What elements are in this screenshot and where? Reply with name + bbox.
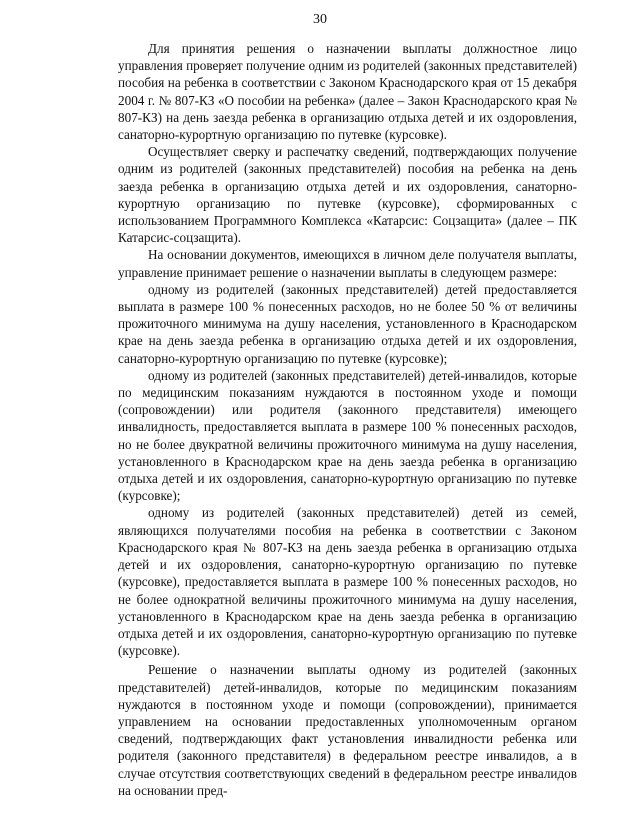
document-body xyxy=(118,40,577,799)
page-number: 30 xyxy=(313,12,327,27)
paragraph-decision-disabled: Решение о назначении выплаты одному из родителей (законных представителей) детей-инвалидов, которые по медицинским показаниям нуждаются в постоянном уходе и помощи (сопровождении), принимается управлением на основании предоставленных уполномоченным органом сведений, подтверждающих факт установления инвалидности ребенка или родителя (законного представителя) в федеральном реестре инвалидов, а в случае отсутствия соответствующих сведений в федеральном реестре инвалидов на основании пред- xyxy=(118,662,577,798)
paragraph-payment-general: одному из родителей (законных представителей) детей предоставляется выплата в размере 100 % понесенных расходов, но не более 50 % от величины прожиточного минимума на душу населения, установленного в Краснодарском крае на день заезда ребенка в организацию отдыха детей и их оздоровления, санаторно-курортную организацию по путевке (курсовке); xyxy=(118,281,577,366)
paragraph-payment-disabled-children: одному из родителей (законных представителей) детей-инвалидов, которые по медицинским показаниям нуждаются в постоянном уходе и помощи (сопровождении) или родителя (законного представителя) имеющего инвалидность, предоставляется выплата в размере 100 % понесенных расходов, но не более двукратной величины прожиточного минимума на душу населения, установленного в Краснодарском крае на день заезда ребенка в организацию отдыха детей и их оздоровления, санаторно-курортную организацию по путевке (курсовке); xyxy=(118,367,577,504)
paragraph-verification: Осуществляет сверку и распечатку сведений, подтверждающих получение одним из родителей (законных представителей) пособия на ребенка на день заезда ребенка в организацию отдыха детей и их оздоровления, санаторно-курортную организацию по путевке (курсовке), сформированных с использованием Программного Комплекса «Катарсис: Соцзащита» (далее – ПК Катарсис-соцзащита). xyxy=(118,144,577,246)
paragraph-payment-benefit-families: одному из родителей (законных представителей) детей из семей, являющихся получателями пособия на ребенка в соответствии с Законом Краснодарского края № 807-КЗ на день заезда ребенка в организацию отдыха детей и их оздоровления, санаторно-курортную организацию по путевке (курсовке), предоставляется выплата в размере 100 % понесенных расходов, но не более однократной величины прожиточного минимума на душу населения, установленного в Краснодарском крае на день заезда ребенка в организацию отдыха детей и их оздоровления, санаторно-курортную организацию по путевке (курсовке). xyxy=(118,505,577,659)
paragraph-decision-check: Для принятия решения о назначении выплаты должностное лицо управления проверяет получение одним из родителей (законных представителей) пособия на ребенка в соответствии с Законом Краснодарского края от 15 декабря 2004 г. № 807-КЗ «О пособии на ребенка» (далее – Закон Краснодарского края № 807-КЗ) на день заезда ребенка в организацию отдыха детей и их оздоровления, санаторно-курортную организацию по путевке (курсовке). xyxy=(118,41,577,143)
paragraph-payment-size-intro: На основании документов, имеющихся в личном деле получателя выплаты, управление принимает решение о назначении выплаты в следующем размере: xyxy=(118,247,577,280)
